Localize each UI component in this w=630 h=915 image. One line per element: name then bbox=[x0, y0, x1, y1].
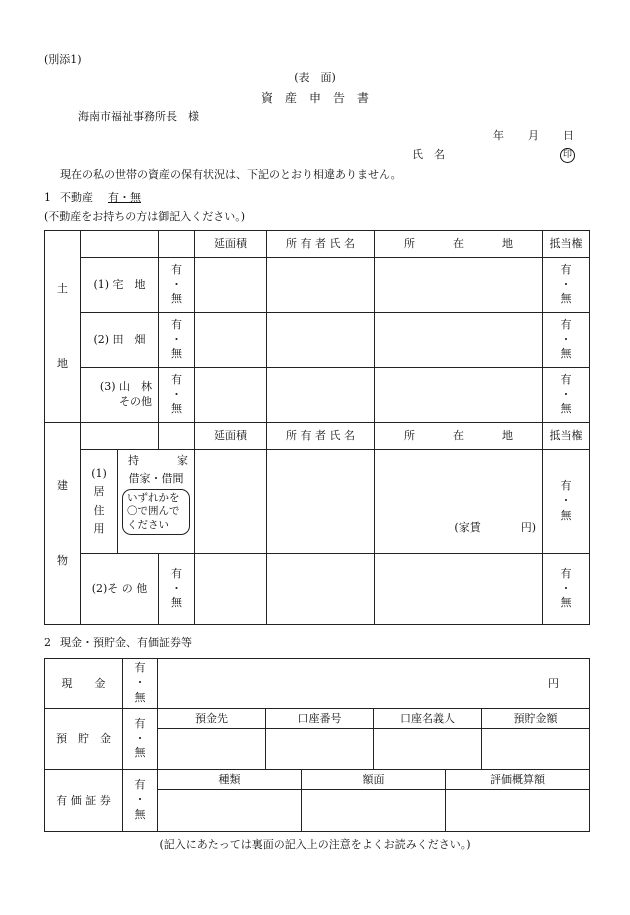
building-other-owner[interactable] bbox=[267, 554, 375, 625]
deposit-header-account-no: 口座番号 bbox=[266, 709, 374, 729]
deposit-label: 預 貯 金 bbox=[45, 709, 123, 770]
residence-mortgage[interactable]: 有 ・ 無 bbox=[543, 450, 590, 554]
land-row-residential-yn[interactable]: 有 ・ 無 bbox=[159, 258, 195, 313]
section1-number: 1 bbox=[44, 191, 51, 204]
section1-presence: 有・無 bbox=[108, 191, 141, 204]
residence-type-cell[interactable] bbox=[118, 450, 195, 554]
land-row-field-location[interactable] bbox=[375, 313, 543, 368]
real-estate-table bbox=[44, 230, 590, 625]
residence-location[interactable] bbox=[375, 450, 543, 554]
building-header-blank2 bbox=[159, 423, 195, 450]
land-row-forest-mortgage[interactable]: 有 ・ 無 bbox=[543, 368, 590, 423]
own-house-char2: 家 bbox=[177, 454, 188, 467]
securities-header-type: 種類 bbox=[158, 770, 302, 790]
land-header-blank bbox=[81, 231, 159, 258]
date-year-label: 年 bbox=[493, 129, 504, 142]
annex-label: (別添1) bbox=[44, 53, 82, 66]
land-row-residential-location[interactable] bbox=[375, 258, 543, 313]
building-mortgage-header: 抵当権 bbox=[543, 423, 590, 450]
deposit-header-bank: 預金先 bbox=[158, 709, 266, 729]
deposit-amount-field[interactable] bbox=[482, 729, 590, 770]
seal-icon: 印 bbox=[560, 148, 575, 163]
rented-label: 借家・借間 bbox=[128, 471, 184, 485]
section1-title: 不動産 bbox=[60, 191, 93, 204]
securities-label: 有 価 証 券 bbox=[45, 770, 123, 832]
form-side-label: (表 面) bbox=[294, 71, 336, 84]
land-row-residential-mortgage[interactable]: 有 ・ 無 bbox=[543, 258, 590, 313]
land-row-forest-location[interactable] bbox=[375, 368, 543, 423]
date-day-label: 日 bbox=[563, 129, 574, 142]
land-row-forest-area[interactable] bbox=[195, 368, 267, 423]
land-row-residential-label: (1) 宅 地 bbox=[81, 258, 159, 313]
addressee: 海南市福祉事務所長 様 bbox=[78, 110, 199, 123]
circle-instruction: いずれかを〇で囲んでください bbox=[122, 489, 190, 536]
deposit-holder-field[interactable] bbox=[374, 729, 482, 770]
land-row-field-label: (2) 田 畑 bbox=[81, 313, 159, 368]
residence-owner[interactable] bbox=[267, 450, 375, 554]
section2-title: 現金・預貯金、有価証券等 bbox=[60, 636, 192, 649]
date-month-label: 月 bbox=[528, 129, 539, 142]
land-row-field-owner[interactable] bbox=[267, 313, 375, 368]
cash-label: 現 金 bbox=[45, 659, 123, 709]
land-owner-header: 所 有 者 氏 名 bbox=[267, 231, 375, 258]
building-header-blank bbox=[81, 423, 159, 450]
land-row-residential-owner[interactable] bbox=[267, 258, 375, 313]
seal-mark bbox=[560, 148, 575, 163]
land-mortgage-header: 抵当権 bbox=[543, 231, 590, 258]
land-header-blank2 bbox=[159, 231, 195, 258]
cash-amount-field[interactable] bbox=[158, 659, 590, 709]
building-other-label: (2)そ の 他 bbox=[81, 554, 159, 625]
land-row-field-mortgage[interactable]: 有 ・ 無 bbox=[543, 313, 590, 368]
rent-label: (家賃 bbox=[454, 521, 481, 535]
cash-unit: 円 bbox=[548, 676, 559, 690]
securities-header-face-value: 額面 bbox=[302, 770, 446, 790]
residence-label: (1) 居 住 用 bbox=[81, 450, 118, 554]
securities-face-value-field[interactable] bbox=[302, 790, 446, 832]
land-row-residential-area[interactable] bbox=[195, 258, 267, 313]
deposit-header-holder: 口座名義人 bbox=[374, 709, 482, 729]
building-other-mortgage[interactable]: 有 ・ 無 bbox=[543, 554, 590, 625]
deposit-yn[interactable]: 有 ・ 無 bbox=[123, 709, 158, 770]
cash-yn[interactable]: 有 ・ 無 bbox=[123, 659, 158, 709]
declaration-text: 現在の私の世帯の資産の保有状況は、下記のとおり相違ありません。 bbox=[60, 168, 402, 181]
building-area-header: 延面積 bbox=[195, 423, 267, 450]
name-label: 氏 名 bbox=[412, 148, 445, 161]
land-row-field-yn[interactable]: 有 ・ 無 bbox=[159, 313, 195, 368]
securities-yn[interactable]: 有 ・ 無 bbox=[123, 770, 158, 832]
financial-assets-table bbox=[44, 658, 590, 832]
section2-number: 2 bbox=[44, 636, 51, 649]
building-other-yn[interactable]: 有 ・ 無 bbox=[159, 554, 195, 625]
own-house-char1: 持 bbox=[128, 454, 139, 467]
building-other-area[interactable] bbox=[195, 554, 267, 625]
land-row-forest-yn[interactable]: 有 ・ 無 bbox=[159, 368, 195, 423]
footer-note: (記入にあたっては裏面の記入上の注意をよくお読みください。) bbox=[159, 838, 471, 851]
securities-estimate-field[interactable] bbox=[446, 790, 590, 832]
land-location-header: 所 在 地 bbox=[375, 231, 543, 258]
rent-unit: 円) bbox=[520, 521, 536, 535]
building-location-header: 所 在 地 bbox=[375, 423, 543, 450]
page-title: 資 産 申 告 書 bbox=[260, 91, 369, 105]
building-owner-header: 所 有 者 氏 名 bbox=[267, 423, 375, 450]
deposit-bank-field[interactable] bbox=[158, 729, 266, 770]
section1-note: (不動産をお持ちの方は御記入ください。) bbox=[44, 210, 246, 223]
building-group-label: 建 物 bbox=[45, 423, 81, 625]
securities-header-estimate: 評価概算額 bbox=[446, 770, 590, 790]
deposit-header-amount: 預貯金額 bbox=[482, 709, 590, 729]
deposit-account-no-field[interactable] bbox=[266, 729, 374, 770]
building-other-location[interactable] bbox=[375, 554, 543, 625]
land-row-field-area[interactable] bbox=[195, 313, 267, 368]
land-group-label: 土 地 bbox=[45, 231, 81, 423]
land-row-forest-label: (3) 山 林 その他 bbox=[81, 368, 159, 423]
land-row-forest-owner[interactable] bbox=[267, 368, 375, 423]
residence-area[interactable] bbox=[195, 450, 267, 554]
land-area-header: 延面積 bbox=[195, 231, 267, 258]
securities-type-field[interactable] bbox=[158, 790, 302, 832]
